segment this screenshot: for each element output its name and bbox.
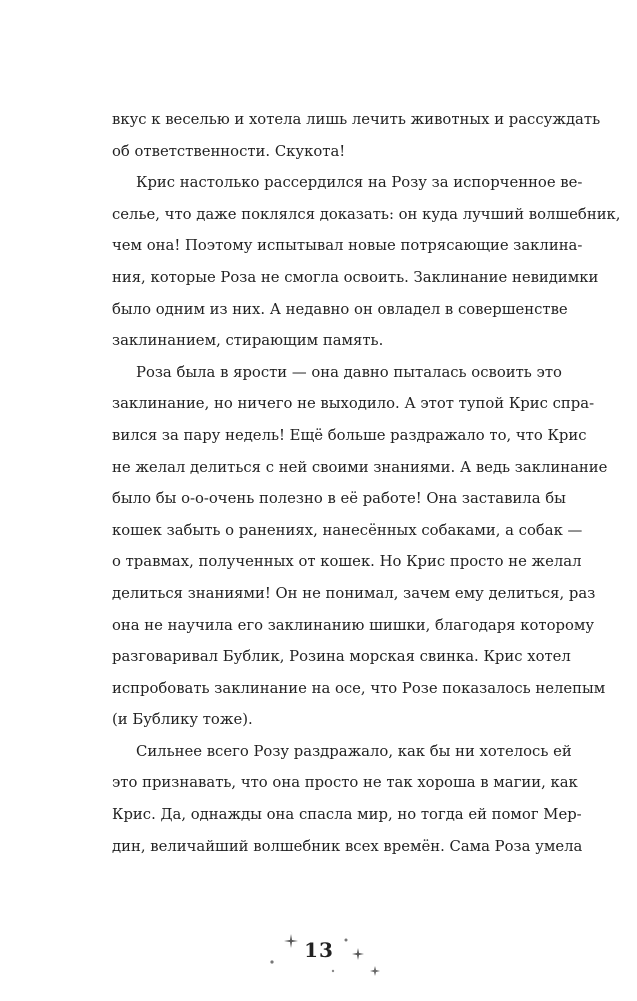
text-line: селье, что даже поклялся доказать: он куда лучший волшебник,	[112, 205, 621, 223]
text-line: Крис. Да, однажды она спасла мир, но тогда ей помог Мер-	[112, 806, 582, 824]
paragraph	[112, 357, 608, 736]
text-line: чем она! Поэтому испытывал новые потрясающие заклина-	[112, 237, 583, 255]
text-line: она не научила его заклинанию шишки, благодаря которому	[112, 616, 595, 634]
text-line: об ответственности. Скукота!	[112, 142, 346, 160]
text-line: заклинание, но ничего не выходило. А этот тупой Крис спра-	[112, 395, 595, 413]
text-line: дин, величайший волшебник всех времён. Сама Роза умела	[112, 837, 583, 855]
sparkle-star-icon	[330, 968, 336, 974]
paragraph	[112, 736, 583, 862]
text-line: испробовать заклинание на осе, что Розе показалось нелепым	[112, 679, 606, 697]
text-line: о травмах, полученных от кошек. Но Крис просто не желал	[112, 553, 582, 571]
text-line: Роза была в ярости — она давно пыталась освоить это	[136, 363, 562, 381]
page-footer	[0, 924, 637, 984]
sparkle-star-icon	[370, 966, 380, 976]
text-line: делиться знаниями! Он не понимал, зачем ему делиться, раз	[112, 584, 596, 602]
sparkle-star-icon	[352, 948, 364, 960]
paragraph	[112, 104, 601, 167]
sparkle-star-icon	[342, 936, 350, 944]
sparkle-star-icon	[268, 958, 276, 966]
text-line: (и Бублику тоже).	[112, 711, 253, 729]
text-line: было одним из них. А недавно он овладел в совершенстве	[112, 300, 568, 318]
text-line: ния, которые Роза не смогла освоить. Заклинание невидимки	[112, 268, 599, 286]
text-line: вился за пару недель! Ещё больше раздражало то, что Крис	[112, 426, 587, 444]
sparkle-star-icon	[284, 934, 298, 948]
paragraph	[112, 167, 621, 357]
text-line: разговаривал Бублик, Розина морская свинка. Крис хотел	[112, 648, 571, 666]
text-line: заклинанием, стирающим память.	[112, 332, 384, 350]
text-line: это признавать, что она просто не так хороша в магии, как	[112, 774, 578, 792]
text-line: кошек забыть о ранениях, нанесённых собаками, а собак —	[112, 521, 583, 539]
text-line: Крис настолько рассердился на Розу за испорченное ве-	[136, 174, 583, 192]
text-line: было бы о-о-очень полезно в её работе! Она заставила бы	[112, 490, 566, 508]
text-line: не желал делиться с ней своими знаниями. А ведь заклинание	[112, 458, 608, 476]
page-number: 13	[304, 938, 334, 962]
text-line: вкус к веселью и хотела лишь лечить животных и рассуждать	[112, 111, 601, 128]
body-text	[112, 104, 621, 862]
text-line: Сильнее всего Розу раздражало, как бы ни хотелось ей	[136, 742, 572, 760]
